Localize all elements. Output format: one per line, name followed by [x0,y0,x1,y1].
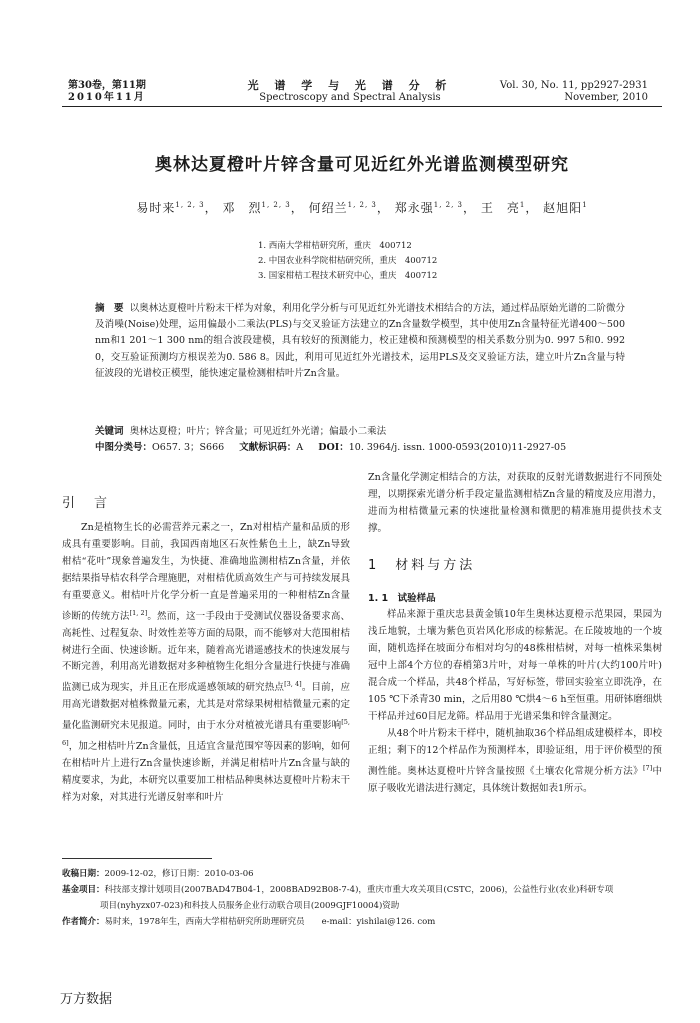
received-date: 收稿日期：2009-12-02，修订日期：2010-03-06 [62,869,254,879]
header-journal [210,80,490,104]
author: 邓 烈$^{1, 2, 3}$， [222,201,304,215]
affiliation: 2. 中国农业科学院柑桔研究所，重庆 400712 [258,256,438,266]
abstract [95,301,625,382]
citation[interactable]: [5, 6] [62,718,350,748]
author: 易时来$^{1, 2, 3}$， [136,201,218,215]
affiliation: 1. 西南大学柑桔研究所，重庆 400712 [258,241,412,251]
intro-paragraph: Zn是植物生长的必需营养元素之一，Zn对柑桔产量和品质的形成具有重要影响。目前，我国西南地区石灰性紫色土上，缺Zn导致柑桔“花叶”现象普遍发生，为快捷、准确地监测柑桔Zn含量，并依据结果指导桔农科学合理施肥，对柑桔优质高效生产与可持续发展具有重要意义。柑桔叶片化学分析一直是普遍采用的一种柑桔Zn含量诊断的传统方法[1, 2]。然而，这一手段由于受测试仪器设备要求高、高耗性、过程复杂、时效性差等方面的局限，而不能够对大范围柑桔树进行全面、快速诊断。近年来，随着高光谱遥感技术的快速发展与不断完善，利用高光谱数据对多种植物生化组分含量进行快捷与准确监测已成为现实，并且正在形成遥感领域的研究热点[3, 4]。目前，应用高光谱数据对植株微量元素，尤其是对常绿果树柑桔微量元素的定量化监测研究未见报道。同时，由于水分对植被光谱具有重要影响[5, 6]，加之柑桔叶片Zn含量低，且适宜含量范围窄等因素的影响，如何在柑桔叶片上进行Zn含量快速诊断，并满足柑桔叶片Zn含量与缺的精度要求，为此，本研究以重要加工柑桔品种奥林达夏橙叶片粉末干样为对象，对其进行光谱反射率和叶片 [62,522,350,804]
classification: 中图分类号：O657. 3；S666 文献标识码：A DOI：10. 3964/j. issn. 1000-0593(2010)11-2927-05 [95,442,567,453]
affiliation: 3. 国家柑桔工程技术研究中心，重庆 400712 [258,271,438,281]
author: 王 亮$^1$， [480,201,539,215]
citation[interactable]: [1, 2] [129,608,148,617]
header-rule [62,106,662,107]
author-bio: 作者简介：易时来，1978年生，西南大学柑桔研究所助理研究员 e-mail：yishilai@126. com [62,917,436,927]
clc-number: O657. 3；S666 [152,442,225,453]
header-volume [68,80,146,104]
funding: 基金项目：科技部支撑计划项目(2007BAD47B04-1，2008BAD92B08-7-4)，重庆市重大攻关项目(CSTC，2006)，公益性行业(农业)科研专项 [62,885,614,895]
date-zh: 2010年11月 [68,92,146,103]
journal-title-en: Spectroscopy and Spectral Analysis [259,92,441,103]
citation[interactable]: [7] [642,763,653,772]
subsection-heading: 1. 1 试验样品 [368,592,436,604]
keywords-block [95,424,635,456]
volume-en: Vol. 30, No. 11, pp2927-2931 [499,80,648,91]
journal-title-zh: 光 谱 学 与 光 谱 分 析 [247,79,453,92]
methods-heading: 1 材料与方法 [368,557,476,573]
right-column [368,470,662,798]
intro-body [62,520,350,807]
footnotes [62,866,662,930]
intro-paragraph-cont: Zn含量化学测定相结合的方法，对获取的反射光谱数据进行不同预处理，以期探索光谱分析手段定量监测柑桔Zn含量的精度及应用潜力，进而为柑桔微量元素的快速批量检测和微肥的精准施用提供技术支撑。 [368,472,662,534]
header-issue [500,80,648,104]
date-en: November, 2010 [564,92,648,103]
author: 何绍兰$^{1, 2, 3}$， [308,201,390,215]
affiliations [258,239,437,284]
paper-title: 奥林达夏橙叶片锌含量可见近红外光谱监测模型研究 [155,155,569,175]
volume-zh: 第30卷，第11期 [68,80,146,91]
abstract-text: 以奥林达夏橙叶片粉末干样为对象，利用化学分析与可见近红外光谱技术相结合的方法，通过样品原始光谱的二阶微分及消噪(Noise)处理，运用偏最小二乘法(PLS)与交叉验证方法建立的Zn含量数学模型，其中使用Zn含量特征光谱400～500 nm和1 201～1 300 nm的组合波段建模，具有较好的预测能力，校正建模和预测模型的相关系数分别为0. 997 5和0. 992 0，交互验证预测均方根误差为0. 586 8。因此，利用可见近红外光谱技术，运用PLS及交叉验证方法，建立叶片Zn含量与特征波段的光谱校正模型，能快速定量检测柑桔叶片Zn含量。 [95,303,625,379]
doi[interactable]: 10. 3964/j. issn. 1000-0593(2010)11-2927-05 [348,442,567,453]
footnote-rule [62,858,212,859]
funding-cont: 项目(nyhyzx07-023)和科技人员服务企业行动联合项目(2009GJF10004)资助 [100,901,400,911]
methods-paragraph: 从48个叶片粉末干样中，随机抽取36个样品组成建模样本，即校正组；剩下的12个样品作为预测样本，即验证组，用于评价模型的预测性能。奥林达夏橙叶片锌含量按照《土壤农化常规分析方法》[7]中原子吸收光谱法进行测定，具体统计数据如表1所示。 [368,727,662,794]
intro-heading: 引 言 [62,496,111,511]
author: 赵旭阳$^1$ [543,201,588,215]
keywords: 关键词 奥林达夏橙；叶片；锌含量；可见近红外光谱；偏最小二乘法 [95,426,387,437]
methods-paragraph: 样品来源于重庆忠县黄金镇10年生奥林达夏橙示范果园，果园为浅丘地貌，土壤为紫色页岩风化形成的棕紫泥。在丘陵坡地的一个坡面，随机选择在坡面分布相对均匀的48株柑桔树，对每一植株采集树冠中上部4个方位的春梢第3片叶，对每一单株的叶片(大约100片叶)混合成一个样品，共48个样品，写好标签，带回实验室立即洗净，在105 ℃下杀青30 min，之后用80 ℃烘4～6 h至恒重。用研钵磨细烘干样品并过60目尼龙筛。样品用于光谱采集和锌含量测定。 [368,609,662,722]
watermark: 万方数据 [60,992,113,1007]
author: 郑永强$^{1, 2, 3}$， [394,201,477,215]
abstract-label: 摘 要 [95,303,124,314]
citation[interactable]: [3, 4] [284,680,302,689]
author-list [62,199,662,216]
doc-code: A [296,442,304,453]
